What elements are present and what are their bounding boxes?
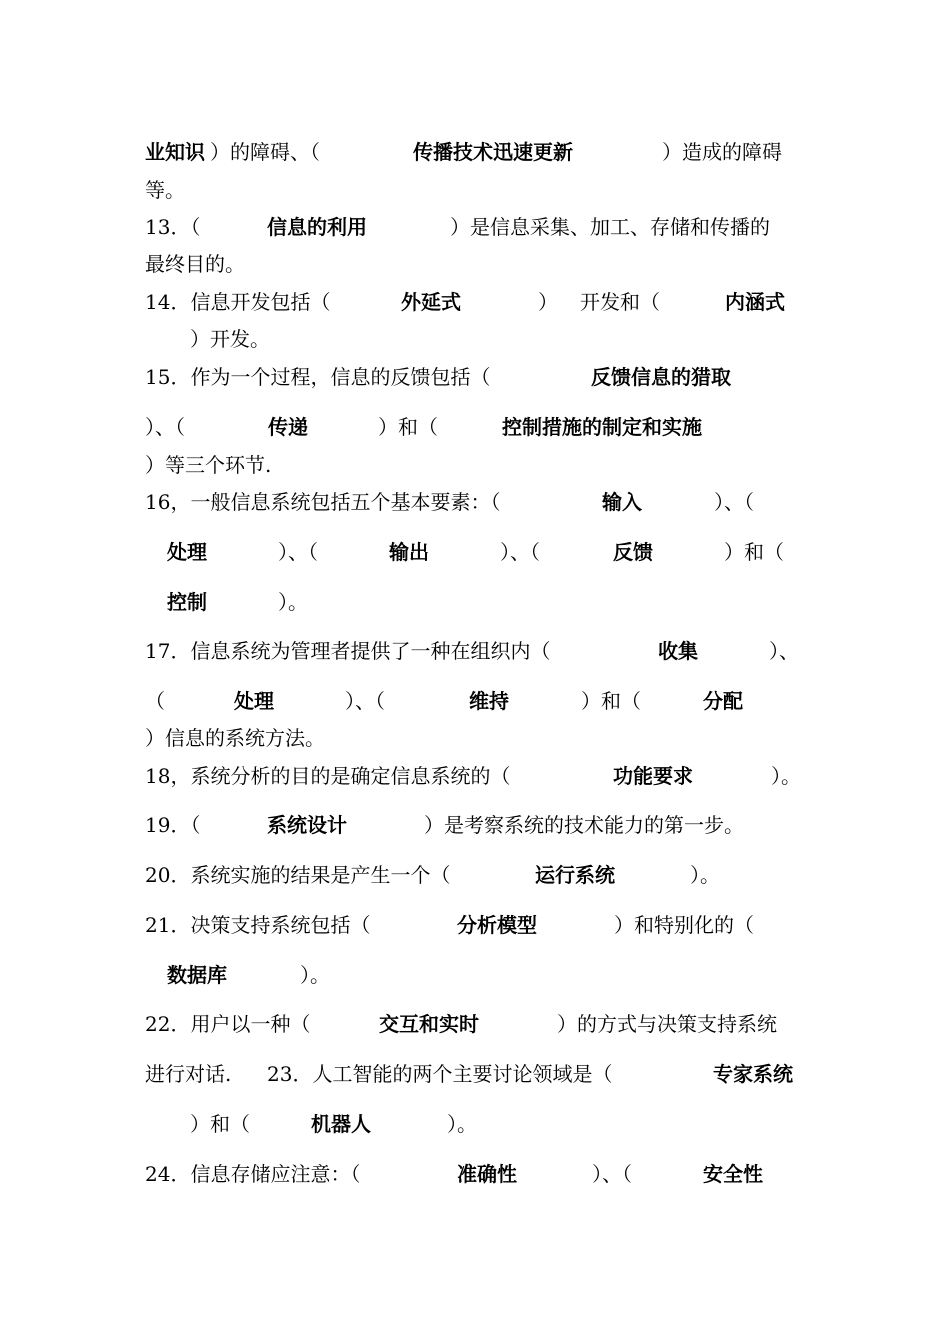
answer-text: 外延式 (401, 290, 461, 314)
question-text: ）和（ (724, 540, 784, 564)
answer-text: 输出 (389, 540, 429, 564)
answer-text: 运行系统 (535, 863, 615, 887)
answer-text: 交互和实时 (379, 1012, 479, 1036)
question-text: ）、（ (500, 540, 540, 564)
question-text: 14．信息开发包括（ (145, 290, 331, 314)
answer-text: 传递 (268, 415, 308, 439)
answer-text: 安全性 (703, 1162, 763, 1186)
answer-text: 传播技术迅速更新 (413, 140, 573, 164)
question-text: ）。 (447, 1112, 477, 1136)
answer-text: 反馈信息的猎取 (591, 365, 731, 389)
answer-text: 信息的利用 (267, 215, 367, 239)
question-text: 23．人工智能的两个主要讨论领域是（ (267, 1062, 613, 1086)
answer-text: 系统设计 (267, 813, 347, 837)
question-text: 进行对话. (145, 1062, 232, 1086)
question-text: ）信息的系统方法。 (145, 726, 325, 750)
question-text: ）的方式与决策支持系统 (557, 1012, 777, 1036)
answer-text: 分配 (703, 689, 743, 713)
question-text: ）和（ (581, 689, 641, 713)
answer-text: 维持 (469, 689, 509, 713)
answer-text: 处理 (167, 540, 207, 564)
question-text: ）、 (769, 639, 799, 663)
question-text: 开发和（ (580, 290, 660, 314)
question-text: ）、（ (345, 689, 385, 713)
question-text: ）是考察系统的技术能力的第一步。 (424, 813, 744, 837)
question-text: ） (538, 290, 558, 314)
answer-text: 内涵式 (725, 290, 785, 314)
question-text: ）的障碍、（ (210, 140, 320, 164)
question-text: ）、（ (592, 1162, 632, 1186)
question-text: ）等三个环节. (145, 453, 272, 477)
question-text: ）造成的障碍 (662, 140, 782, 164)
question-text: ）。 (278, 590, 308, 614)
answer-text: 分析模型 (457, 913, 537, 937)
question-text: 22．用户以一种（ (145, 1012, 311, 1036)
answer-text: 数据库 (167, 963, 227, 987)
question-text: 21．决策支持系统包括（ (145, 913, 371, 937)
question-text: ）。 (771, 764, 801, 788)
answer-text: 功能要求 (613, 764, 693, 788)
question-text: 最终目的。 (145, 252, 245, 276)
question-text: 15．作为一个过程，信息的反馈包括（ (145, 365, 491, 389)
question-text: ）。 (690, 863, 720, 887)
question-text: ）和（ (378, 415, 438, 439)
answer-text: 专家系统 (713, 1062, 793, 1086)
answer-text: 准确性 (457, 1162, 517, 1186)
question-number: 13．（ (145, 215, 201, 239)
question-text: ）是信息采集、加工、存储和传播的 (450, 215, 770, 239)
answer-text: 反馈 (613, 540, 653, 564)
answer-text: 处理 (234, 689, 274, 713)
question-text: ）、（ (145, 415, 185, 439)
answer-text: 业知识 (145, 140, 205, 164)
question-text: ）、（ (278, 540, 318, 564)
answer-text: 控制 (167, 590, 207, 614)
answer-text: 控制措施的制定和实施 (502, 415, 702, 439)
question-text: ）、（ (714, 490, 754, 514)
question-number: 19．（ (145, 813, 201, 837)
question-text: ）和（ (190, 1112, 250, 1136)
question-text: 20．系统实施的结果是产生一个（ (145, 863, 451, 887)
question-text: 16，一般信息系统包括五个基本要素：（ (145, 490, 501, 514)
question-text: ）。 (300, 963, 330, 987)
question-text: 24．信息存储应注意：（ (145, 1162, 361, 1186)
question-text: 等。 (145, 178, 185, 202)
answer-text: 收集 (658, 639, 698, 663)
question-text: 18，系统分析的目的是确定信息系统的（ (145, 764, 511, 788)
question-text: ）开发。 (190, 327, 270, 351)
question-text: ）和特别化的（ (614, 913, 754, 937)
question-text: 17．信息系统为管理者提供了一种在组织内（ (145, 639, 551, 663)
answer-text: 机器人 (311, 1112, 371, 1136)
question-text: （ (145, 689, 165, 713)
answer-text: 输入 (602, 490, 642, 514)
